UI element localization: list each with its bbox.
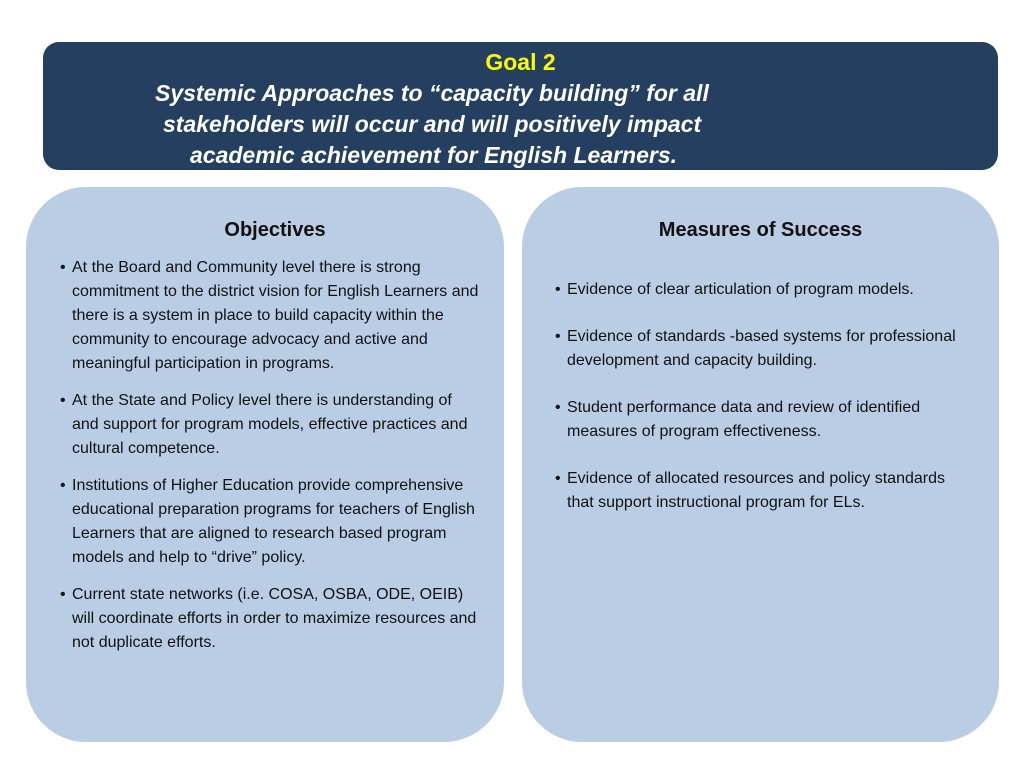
bullet-icon: • [60, 392, 66, 409]
objective-text: At the Board and Community level there is strong commitment to the district vision for English Learners and there is a system in place to build capacity within the community to encourage advocacy and active and meaningful participation in programs. [72, 259, 479, 372]
goal-statement-line-2: stakeholders will occur and will positively impact [163, 111, 702, 137]
objective-item [60, 474, 480, 570]
goal-statement-line-1: Systemic Approaches to “capacity building” for all [155, 80, 709, 106]
measure-text: Evidence of allocated resources and policy standards that support instructional program for ELs. [567, 470, 945, 511]
bullet-icon: • [60, 259, 66, 276]
measures-heading: Measures of Success [658, 219, 863, 241]
measure-text: Evidence of standards -based systems for professional development and capacity building. [567, 328, 956, 369]
bullet-icon: • [555, 328, 561, 345]
objective-item [60, 389, 480, 461]
objective-text: Institutions of Higher Education provide comprehensive educational preparation programs for teachers of English Learners that are aligned to research based program models and help to “drive” policy. [72, 477, 475, 566]
objectives-heading: Objectives [224, 219, 326, 241]
bullet-icon: • [60, 586, 66, 603]
measures-panel [522, 187, 999, 742]
objectives-list [60, 256, 480, 668]
bullet-icon: • [555, 470, 561, 487]
measure-item [555, 467, 965, 515]
measure-item [555, 325, 965, 373]
objectives-panel [26, 187, 504, 742]
measures-list [555, 278, 965, 538]
measure-text: Student performance data and review of identified measures of program effectiveness. [567, 399, 921, 440]
objective-item [60, 256, 480, 376]
goal-statement [123, 78, 983, 171]
bullet-icon: • [555, 281, 561, 298]
objective-item [60, 583, 480, 655]
measure-item [555, 278, 965, 302]
bullet-icon: • [555, 399, 561, 416]
measure-text: Evidence of clear articulation of program models. [567, 281, 914, 298]
objective-text: Current state networks (i.e. COSA, OSBA, ODE, OEIB) will coordinate efforts in order to maximize resources and not duplicate efforts. [72, 586, 477, 651]
measure-item [555, 396, 965, 444]
goal-header-banner [43, 42, 998, 170]
goal-title: Goal 2 [485, 49, 556, 75]
objective-text: At the State and Policy level there is understanding of and support for program models, effective practices and cultural competence. [72, 392, 468, 457]
bullet-icon: • [60, 477, 66, 494]
goal-statement-line-3: academic achievement for English Learners. [190, 142, 678, 168]
